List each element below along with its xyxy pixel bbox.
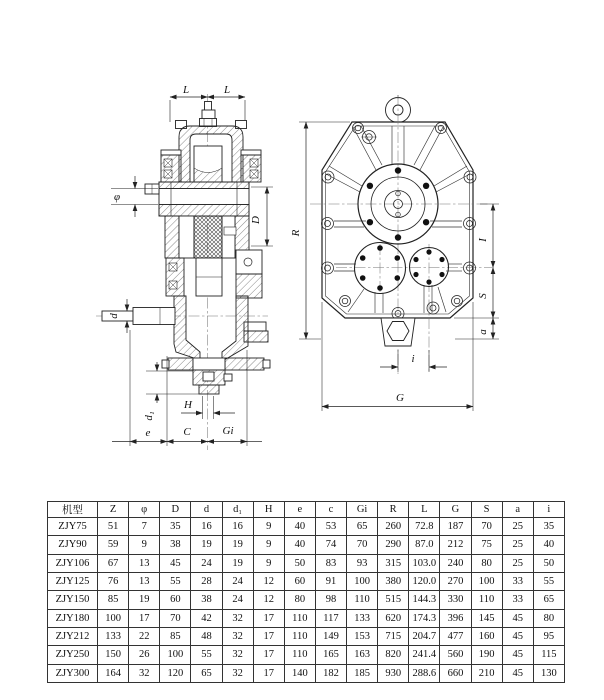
table-row [48, 572, 565, 590]
column-header: L [409, 502, 440, 518]
value-cell: 45 [502, 627, 533, 645]
column-header: i [533, 502, 564, 518]
side-section-view [96, 84, 273, 450]
table-row [48, 646, 565, 664]
value-cell: 19 [191, 536, 222, 554]
model-cell: ZJY75 [48, 518, 98, 536]
value-cell: 110 [347, 591, 378, 609]
value-cell: 150 [98, 646, 129, 664]
value-cell: 76 [98, 572, 129, 590]
model-cell: ZJY125 [48, 572, 98, 590]
table-row [48, 664, 565, 682]
value-cell: 396 [440, 609, 471, 627]
value-cell: 9 [253, 536, 284, 554]
value-cell: 130 [533, 664, 564, 682]
value-cell: 32 [129, 664, 160, 682]
value-cell: 45 [160, 554, 191, 572]
value-cell: 100 [347, 572, 378, 590]
value-cell: 51 [98, 518, 129, 536]
value-cell: 174.3 [409, 609, 440, 627]
spec-table-head [48, 502, 565, 518]
value-cell: 290 [378, 536, 409, 554]
drain-bracket [381, 318, 415, 346]
value-cell: 240 [440, 554, 471, 572]
label-d: d [108, 313, 120, 319]
value-cell: 98 [315, 591, 346, 609]
value-cell: 182 [315, 664, 346, 682]
value-cell: 26 [129, 646, 160, 664]
value-cell: 19 [222, 554, 253, 572]
value-cell: 67 [98, 554, 129, 572]
spec-table [47, 501, 565, 683]
model-cell: ZJY212 [48, 627, 98, 645]
value-cell: 9 [253, 554, 284, 572]
value-cell: 149 [315, 627, 346, 645]
model-cell: ZJY180 [48, 609, 98, 627]
value-cell: 55 [533, 572, 564, 590]
value-cell: 7 [129, 518, 160, 536]
value-cell: 83 [315, 554, 346, 572]
value-cell: 133 [347, 609, 378, 627]
value-cell: 660 [440, 664, 471, 682]
dim-phi [111, 176, 158, 217]
value-cell: 260 [378, 518, 409, 536]
value-cell: 17 [129, 609, 160, 627]
value-cell: 13 [129, 554, 160, 572]
label-H: H [184, 399, 192, 411]
value-cell: 120.0 [409, 572, 440, 590]
value-cell: 38 [160, 536, 191, 554]
value-cell: 45 [502, 664, 533, 682]
value-cell: 930 [378, 664, 409, 682]
dim-H [181, 396, 235, 419]
dim-a [455, 318, 499, 339]
value-cell: 45 [502, 646, 533, 664]
column-header: c [315, 502, 346, 518]
value-cell: 9 [253, 518, 284, 536]
value-cell: 38 [191, 591, 222, 609]
value-cell: 48 [191, 627, 222, 645]
value-cell: 55 [191, 646, 222, 664]
value-cell: 210 [471, 664, 502, 682]
value-cell: 72.8 [409, 518, 440, 536]
value-cell: 53 [315, 518, 346, 536]
value-cell: 820 [378, 646, 409, 664]
value-cell: 40 [533, 536, 564, 554]
model-cell: ZJY250 [48, 646, 98, 664]
value-cell: 91 [315, 572, 346, 590]
column-header: R [378, 502, 409, 518]
value-cell: 25 [502, 536, 533, 554]
value-cell: 24 [222, 591, 253, 609]
value-cell: 70 [347, 536, 378, 554]
value-cell: 32 [222, 609, 253, 627]
lower-housing [174, 296, 248, 360]
label-C: C [183, 426, 191, 438]
label-d1: d₁ [143, 411, 155, 421]
value-cell: 560 [440, 646, 471, 664]
dim-d1 [143, 362, 199, 421]
label-i: i [411, 353, 415, 365]
upper-housing [176, 121, 247, 187]
column-header: Z [98, 502, 129, 518]
value-cell: 65 [533, 591, 564, 609]
value-cell: 17 [253, 646, 284, 664]
value-cell: 80 [533, 609, 564, 627]
value-cell: 212 [440, 536, 471, 554]
table-row [48, 627, 565, 645]
value-cell: 100 [471, 572, 502, 590]
value-cell: 60 [284, 572, 315, 590]
value-cell: 59 [98, 536, 129, 554]
value-cell: 80 [471, 554, 502, 572]
value-cell: 241.4 [409, 646, 440, 664]
value-cell: 24 [191, 554, 222, 572]
label-S: S [477, 293, 489, 299]
bottom-stub [193, 370, 232, 394]
table-row [48, 536, 565, 554]
table-row [48, 554, 565, 572]
value-cell: 190 [471, 646, 502, 664]
value-cell: 33 [502, 591, 533, 609]
value-cell: 75 [471, 536, 502, 554]
value-cell: 9 [129, 536, 160, 554]
value-cell: 153 [347, 627, 378, 645]
value-cell: 16 [191, 518, 222, 536]
front-view [290, 95, 499, 411]
value-cell: 164 [98, 664, 129, 682]
model-cell: ZJY300 [48, 664, 98, 682]
label-L-left: L [182, 84, 190, 96]
value-cell: 160 [471, 627, 502, 645]
value-cell: 477 [440, 627, 471, 645]
value-cell: 163 [347, 646, 378, 664]
value-cell: 42 [191, 609, 222, 627]
label-a: a [477, 329, 489, 335]
value-cell: 22 [129, 627, 160, 645]
label-Gi: Gi [222, 425, 234, 437]
value-cell: 25 [502, 554, 533, 572]
column-header: 机型 [48, 502, 98, 518]
column-header: S [471, 502, 502, 518]
value-cell: 140 [284, 664, 315, 682]
value-cell: 620 [378, 609, 409, 627]
value-cell: 110 [284, 627, 315, 645]
value-cell: 93 [347, 554, 378, 572]
value-cell: 32 [222, 646, 253, 664]
value-cell: 95 [533, 627, 564, 645]
label-I: I [477, 238, 489, 242]
value-cell: 19 [222, 536, 253, 554]
value-cell: 17 [253, 627, 284, 645]
value-cell: 19 [129, 591, 160, 609]
bottom-cover [162, 358, 270, 370]
model-cell: ZJY90 [48, 536, 98, 554]
value-cell: 380 [378, 572, 409, 590]
value-cell: 100 [160, 646, 191, 664]
value-cell: 100 [98, 609, 129, 627]
value-cell: 133 [98, 627, 129, 645]
value-cell: 55 [160, 572, 191, 590]
value-cell: 28 [191, 572, 222, 590]
value-cell: 117 [315, 609, 346, 627]
value-cell: 145 [471, 609, 502, 627]
value-cell: 70 [160, 609, 191, 627]
value-cell: 204.7 [409, 627, 440, 645]
value-cell: 80 [284, 591, 315, 609]
spec-table-body [48, 518, 565, 683]
column-header: a [502, 502, 533, 518]
label-L-right: L [223, 84, 231, 96]
value-cell: 315 [378, 554, 409, 572]
value-cell: 50 [284, 554, 315, 572]
value-cell: 65 [191, 664, 222, 682]
value-cell: 85 [98, 591, 129, 609]
value-cell: 35 [160, 518, 191, 536]
value-cell: 40 [284, 536, 315, 554]
value-cell: 16 [222, 518, 253, 536]
value-cell: 87.0 [409, 536, 440, 554]
header-row [48, 502, 565, 518]
value-cell: 185 [347, 664, 378, 682]
value-cell: 110 [284, 646, 315, 664]
value-cell: 65 [347, 518, 378, 536]
label-R: R [290, 229, 302, 237]
label-phi: φ [113, 191, 121, 203]
column-header: Gi [347, 502, 378, 518]
value-cell: 50 [533, 554, 564, 572]
value-cell: 74 [315, 536, 346, 554]
column-header: d [191, 502, 222, 518]
value-cell: 270 [440, 572, 471, 590]
value-cell: 45 [502, 609, 533, 627]
dim-I [477, 204, 499, 268]
value-cell: 110 [471, 591, 502, 609]
value-cell: 330 [440, 591, 471, 609]
output-hub [145, 182, 249, 216]
table-row [48, 591, 565, 609]
model-cell: ZJY150 [48, 591, 98, 609]
input-shaft-top [200, 102, 217, 127]
column-header: D [160, 502, 191, 518]
label-D: D [250, 216, 262, 224]
column-header: e [284, 502, 315, 518]
column-header: d₁ [222, 502, 253, 518]
value-cell: 288.6 [409, 664, 440, 682]
value-cell: 120 [160, 664, 191, 682]
value-cell: 33 [502, 572, 533, 590]
column-header: G [440, 502, 471, 518]
value-cell: 25 [502, 518, 533, 536]
value-cell: 32 [222, 664, 253, 682]
value-cell: 17 [253, 609, 284, 627]
value-cell: 12 [253, 591, 284, 609]
value-cell: 40 [284, 518, 315, 536]
value-cell: 110 [284, 609, 315, 627]
value-cell: 85 [160, 627, 191, 645]
value-cell: 70 [471, 518, 502, 536]
value-cell: 60 [160, 591, 191, 609]
value-cell: 187 [440, 518, 471, 536]
value-cell: 165 [315, 646, 346, 664]
value-cell: 32 [222, 627, 253, 645]
value-cell: 12 [253, 572, 284, 590]
table-row [48, 609, 565, 627]
dim-D [250, 187, 273, 246]
dim-i [380, 350, 447, 372]
value-cell: 715 [378, 627, 409, 645]
value-cell: 115 [533, 646, 564, 664]
column-header: φ [129, 502, 160, 518]
spec-table-container [47, 501, 565, 683]
value-cell: 24 [222, 572, 253, 590]
value-cell: 515 [378, 591, 409, 609]
column-header: H [253, 502, 284, 518]
model-cell: ZJY106 [48, 554, 98, 572]
value-cell: 144.3 [409, 591, 440, 609]
value-cell: 17 [253, 664, 284, 682]
label-G: G [396, 392, 404, 404]
table-row [48, 518, 565, 536]
label-e: e [145, 427, 151, 439]
value-cell: 103.0 [409, 554, 440, 572]
value-cell: 35 [533, 518, 564, 536]
value-cell: 13 [129, 572, 160, 590]
housing-outline [322, 122, 473, 318]
